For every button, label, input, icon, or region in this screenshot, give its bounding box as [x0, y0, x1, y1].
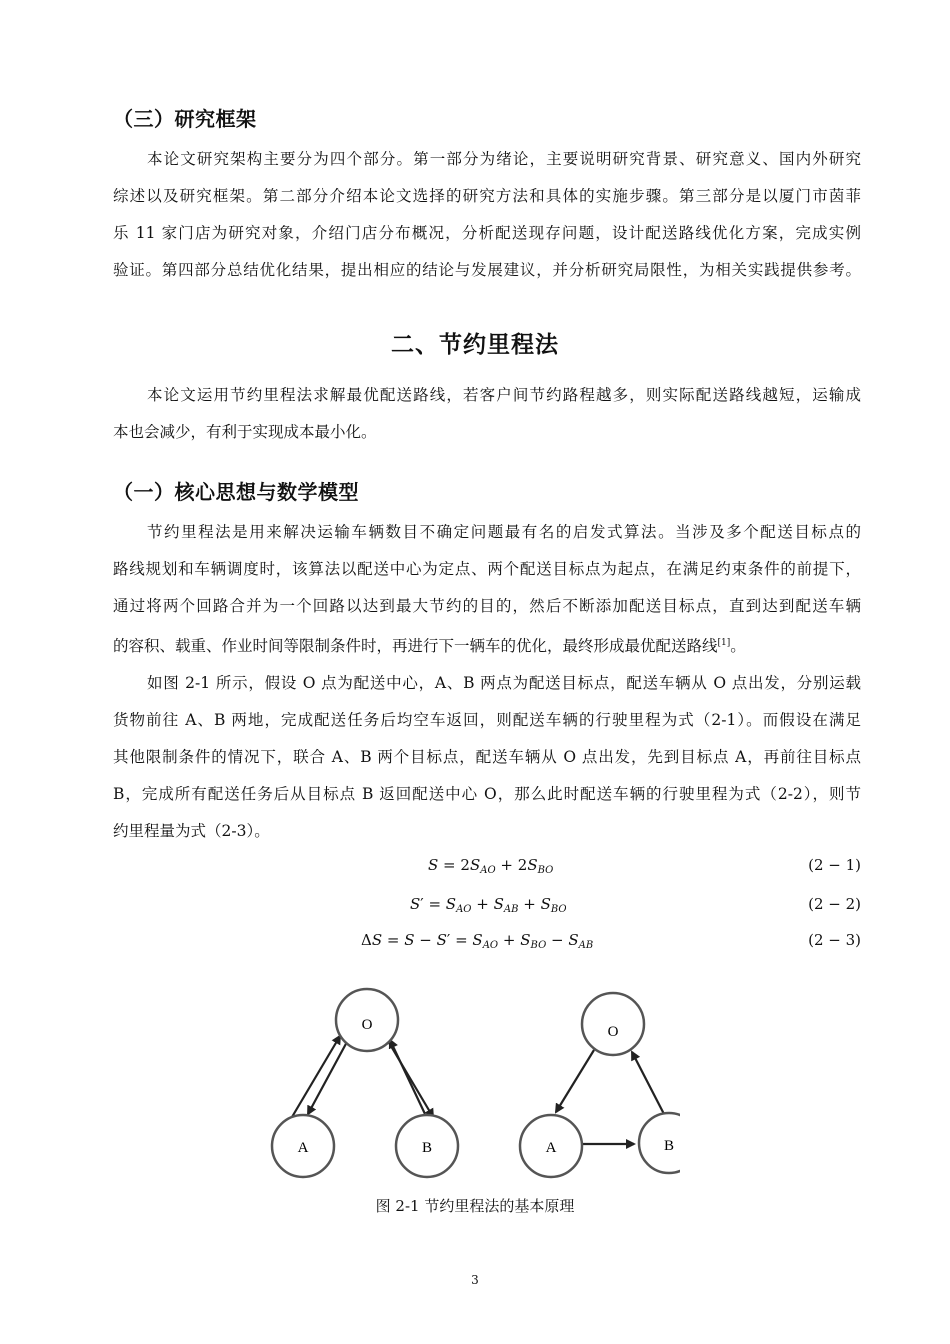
arrow-b-to-o [632, 1052, 665, 1116]
text-line: 验证。第四部分总结优化结果，提出相应的结论与发展建议，并分析研究局限性，为相关实践提供参考。 [113, 261, 861, 279]
text-line: 乐 11 家门店为研究对象，介绍门店分布概况，分析配送现存问题，设计配送路线优化方案，完成实例 [113, 224, 861, 242]
text-line: 如图 2-1 所示，假设 O 点为配送中心，A、B 两点为配送目标点，配送车辆从 O 点出发，分别运载 [147, 674, 861, 692]
text-line: 本论文运用节约里程法求解最优配送路线，若客户间节约路程越多，则实际配送路线越短，运输成 [147, 386, 861, 404]
text-line: 约里程量为式（2-3）。 [113, 822, 270, 840]
text-fragment: 的容积、载重、作业时间等限制条件时，再进行下一辆车的优化，最终形成最优配送路线 [113, 637, 718, 656]
arrow-a-to-o [292, 1036, 340, 1117]
paragraph-core-idea [113, 514, 861, 662]
node-a-label: A [545, 1140, 557, 1156]
arrow-o-to-a [556, 1050, 594, 1112]
text-line: B，完成所有配送任务后从目标点 B 返回配送中心 O，那么此时配送车辆的行驶里程为式（2-2），则节 [113, 785, 861, 803]
equation-number: (2 − 1) [808, 856, 861, 874]
text-line: 综述以及研究框架。第二部分介绍本论文选择的研究方法和具体的实施步骤。第三部分是以厦门市茵菲 [113, 187, 861, 205]
text-line: 其他限制条件的情况下，联合 A、B 两个目标点，配送车辆从 O 点出发，先到目标点 A，再前往目标点 [113, 748, 861, 766]
section-heading-core-idea: （一）核心思想与数学模型 [113, 480, 359, 504]
text-line: 节约里程法是用来解决运输车辆数目不确定问题最有名的启发式算法。当涉及多个配送目标点的 [147, 523, 861, 541]
equation-number: (2 − 2) [808, 895, 861, 913]
equation-2-1 [113, 856, 861, 886]
equation-number: (2 − 3) [808, 931, 861, 949]
citation-ref: [1] [717, 638, 731, 648]
text-line: 本也会减少，有利于实现成本最小化。 [113, 423, 377, 441]
paragraph-chapter-intro [113, 377, 861, 451]
equation-expression: $\Delta S = S - S' = S_{AO} + S_{BO} - S_{AB}$ [361, 931, 594, 951]
equation-expression: $S = 2S_{AO} + 2S_{BO}$ [428, 856, 554, 876]
diagram-combined-route [520, 993, 680, 1177]
text-line: 通过将两个回路合并为一个回路以达到最大节约的目的，然后不断添加配送目标点，直到达到配送车辆 [113, 597, 861, 615]
node-o-label: O [361, 1017, 373, 1033]
paragraph-research-framework [113, 141, 861, 289]
node-a-label: A [297, 1140, 309, 1156]
node-o-label: O [607, 1024, 619, 1040]
paragraph-figure-explanation [113, 665, 861, 850]
diagram-separate-routes [272, 989, 458, 1177]
arrow-o-to-a [308, 1040, 348, 1114]
text-line: 本论文研究架构主要分为四个部分。第一部分为绪论，主要说明研究背景、研究意义、国内外研究 [147, 150, 861, 168]
text-fragment: 。 [730, 637, 746, 656]
section-heading-research-framework: （三）研究框架 [113, 107, 257, 131]
figure-savings-diagram [260, 980, 680, 1190]
node-b-label: B [663, 1138, 675, 1154]
node-b-label: B [421, 1140, 433, 1156]
page-number: 3 [471, 1273, 479, 1287]
equation-2-2 [113, 895, 861, 925]
arrow-b-to-o [390, 1040, 425, 1114]
text-line: 货物前往 A、B 两地，完成配送任务后均空车返回，则配送车辆的行驶里程为式（2-1）。而假设在满足 [113, 711, 861, 729]
equation-2-3 [113, 931, 861, 961]
arrow-o-to-b [385, 1036, 433, 1117]
equation-expression: $S' = S_{AO} + S_{AB} + S_{BO}$ [410, 895, 567, 915]
figure-caption: 图 2-1 节约里程法的基本原理 [375, 1197, 575, 1215]
text-line-with-citation [113, 625, 861, 662]
chapter-heading-savings-method: 二、节约里程法 [391, 332, 559, 358]
text-line: 路线规划和车辆调度时，该算法以配送中心为定点、两个配送目标点为起点，在满足约束条件的前提下， [113, 560, 861, 578]
